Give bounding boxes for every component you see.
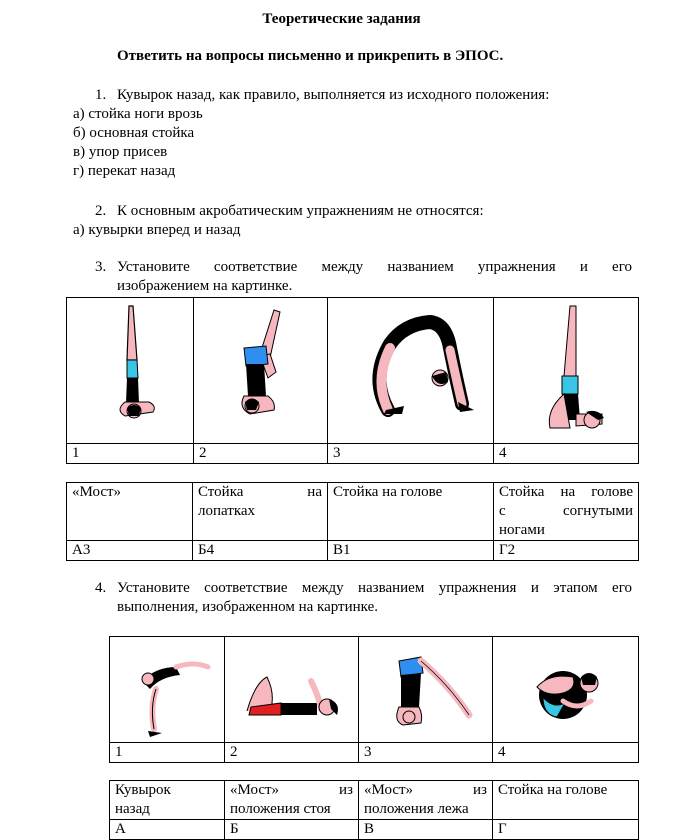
q4-name-2-line2: положения стоя xyxy=(230,801,331,817)
q4-image-number-3: 3 xyxy=(359,743,493,763)
q3-name-2 xyxy=(193,483,328,541)
q1-option-d: г) перекат назад xyxy=(73,163,176,179)
q3-image-1 xyxy=(67,298,194,444)
q3-number: 3. xyxy=(95,259,107,275)
q3-image-number-4: 4 xyxy=(494,444,639,464)
q4-name-4: Стойка на голове xyxy=(493,781,639,820)
q3-name-4-line1: Стойка на голове xyxy=(499,484,633,500)
q4-image-2 xyxy=(225,637,359,743)
q4-name-1-line1: Кувырок xyxy=(115,782,171,798)
q4-number: 4. xyxy=(95,580,107,596)
q4-image-table xyxy=(109,636,639,763)
q3-name-4-line2: с согнутыми xyxy=(499,503,633,519)
q3-answer-4: Г2 xyxy=(494,541,639,561)
q4-name-3-line1: «Мост» из xyxy=(364,782,487,798)
q1-text: Кувырок назад, как правило, выполняется из исходного положения: xyxy=(117,87,550,103)
q3-name-1: «Мост» xyxy=(67,483,193,541)
q4-letter-g: Г xyxy=(493,820,639,840)
q4-name-3-line2: положения лежа xyxy=(364,801,469,817)
q4-letter-a: А xyxy=(110,820,225,840)
q4-names-table xyxy=(109,780,639,840)
q3-names-table xyxy=(66,482,639,561)
q4-letter-b: Б xyxy=(225,820,359,840)
q4-name-3 xyxy=(359,781,493,820)
q3-answer-3: В1 xyxy=(328,541,494,561)
q1-option-a: а) стойка ноги врозь xyxy=(73,106,203,122)
q4-image-number-2: 2 xyxy=(225,743,359,763)
q4-image-1 xyxy=(110,637,225,743)
q4-name-2 xyxy=(225,781,359,820)
q3-name-4-line3: ногами xyxy=(499,522,545,538)
q2-option-a: а) кувырки вперед и назад xyxy=(73,222,241,238)
q1-option-c: в) упор присев xyxy=(73,144,168,160)
q1-number: 1. xyxy=(95,87,107,103)
q3-image-2 xyxy=(194,298,328,444)
q4-image-3 xyxy=(359,637,493,743)
q3-answer-1: А3 xyxy=(67,541,193,561)
q3-name-3: Стойка на голове xyxy=(328,483,494,541)
q3-answer-2: Б4 xyxy=(193,541,328,561)
q3-image-3 xyxy=(328,298,494,444)
q4-name-1 xyxy=(110,781,225,820)
q4-letter-v: В xyxy=(359,820,493,840)
q3-image-number-2: 2 xyxy=(194,444,328,464)
q3-image-number-3: 3 xyxy=(328,444,494,464)
page-title: Теоретические задания xyxy=(262,11,421,27)
page-subtitle: Ответить на вопросы письменно и прикрепить в ЭПОС. xyxy=(117,48,504,64)
q3-text-line2: изображением на картинке. xyxy=(117,278,293,294)
q4-text-line2: выполнения, изображенном на картинке. xyxy=(117,599,378,615)
q4-name-2-line1: «Мост» из xyxy=(230,782,353,798)
q4-image-4 xyxy=(493,637,639,743)
q4-text-line1: Установите соответствие между названием упражнения и этапом его xyxy=(117,580,632,596)
q1-option-b: б) основная стойка xyxy=(73,125,195,141)
q3-name-4 xyxy=(494,483,639,541)
q3-text-line1: Установите соответствие между названием упражнения и его xyxy=(117,259,632,275)
q3-image-4 xyxy=(494,298,639,444)
q2-number: 2. xyxy=(95,203,107,219)
q4-image-number-4: 4 xyxy=(493,743,639,763)
q3-image-table xyxy=(66,297,639,464)
q3-name-2-line1: Стойка на xyxy=(198,484,322,500)
q4-name-1-line2: назад xyxy=(115,801,150,817)
q4-image-number-1: 1 xyxy=(110,743,225,763)
q3-name-2-line2: лопатках xyxy=(198,503,256,519)
q3-image-number-1: 1 xyxy=(67,444,194,464)
q2-text: К основным акробатическим упражнениям не относятся: xyxy=(117,203,484,219)
